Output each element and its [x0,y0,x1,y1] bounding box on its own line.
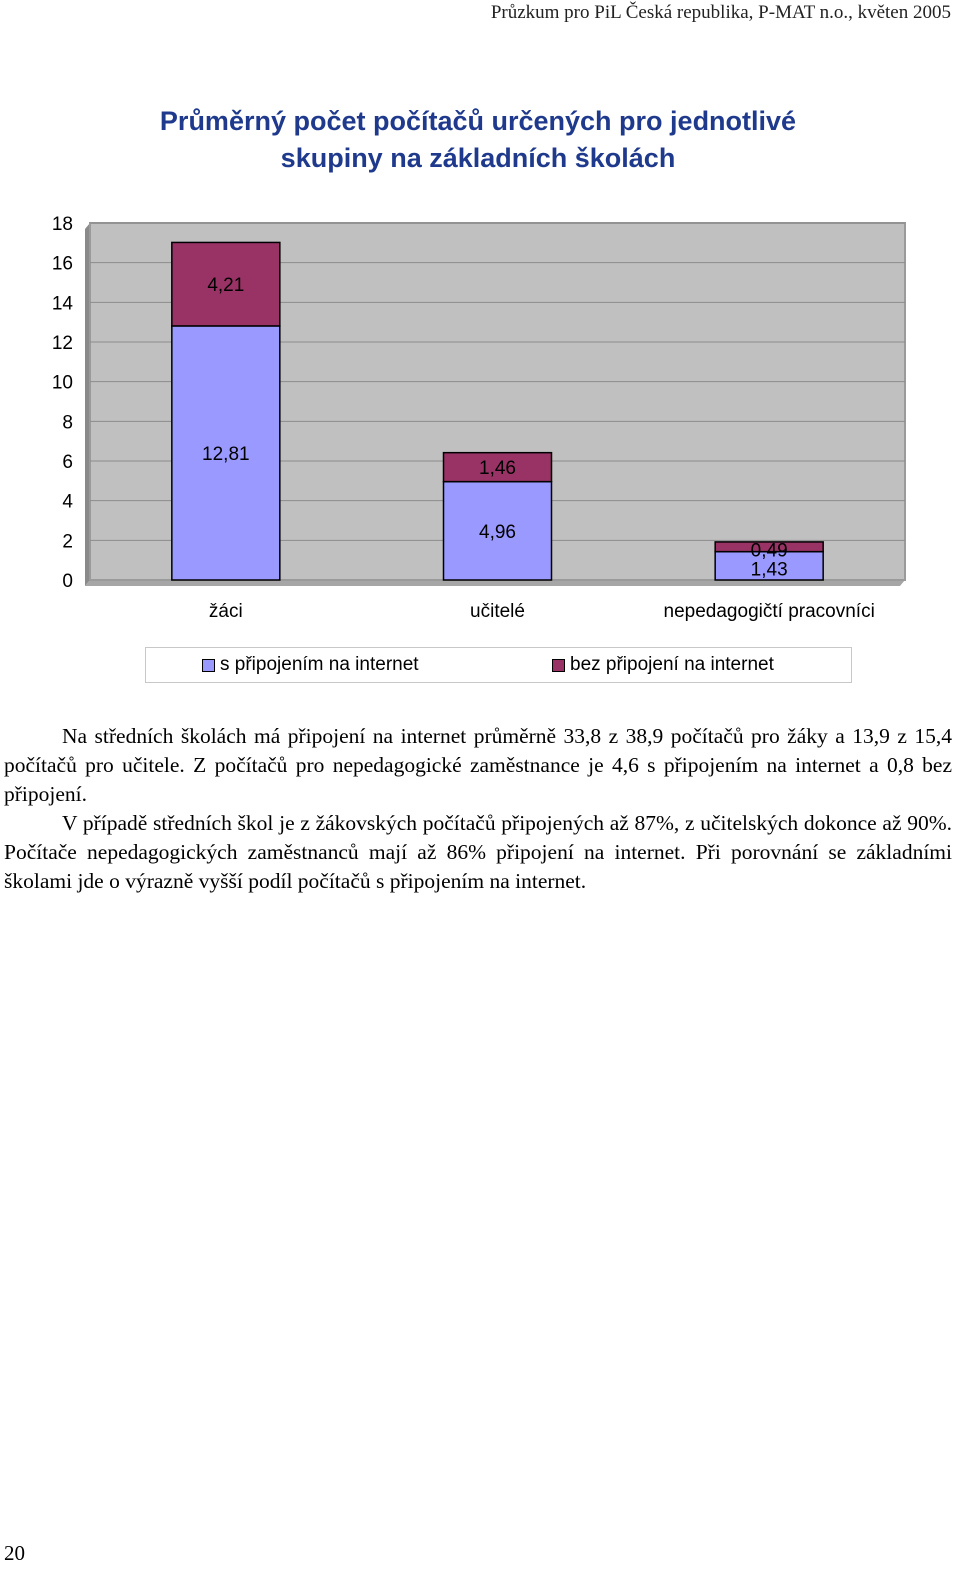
data-label: 4,96 [479,521,516,543]
legend-item-connected [202,654,419,676]
legend-swatch-connected [202,659,215,672]
legend-item-not-connected [552,654,774,676]
data-label: 0,49 [750,540,788,562]
y-tick-label: 14 [51,293,73,315]
y-tick-label: 0 [62,571,73,592]
page-header: Průzkum pro PiL Česká republika, P-MAT n.o., květen 2005 [490,2,951,23]
data-label: 1,46 [479,458,516,480]
page-number: 20 [4,1541,25,1565]
body-text [4,722,952,896]
x-category-label: žáci [208,601,243,622]
legend-label-not-connected: bez připojení na internet [570,654,774,675]
stacked-bar-chart [0,200,960,640]
x-category-label: nepedagogičtí pracovníci [663,601,875,622]
legend-label-connected: s připojením na internet [220,654,419,675]
chart-title [100,103,856,177]
chart-title-line: skupiny na základních školách [280,143,676,173]
y-tick-label: 10 [51,372,73,394]
chart-legend [145,647,852,683]
paragraph: V případě středních škol je z žákovských počítačů připojených až 87%, z učitelských dokonce až 90%. Počítače nepedagogických zaměstnanců mají až 86% připojení na internet. Při porovnání se základními školami jde o výrazně vyšší podíl počítačů s připojením na internet. [4,811,952,893]
y-tick-label: 16 [51,253,73,275]
paragraph: Na středních školách má připojení na internet průměrně 33,8 z 38,9 počítačů pro žáky a 13,9 z 15,4 počítačů pro učitele. Z počítačů pro nepedagogické zaměstnance je 4,6 s připojením na internet a 0,8 bez připojení. [4,724,952,806]
data-label: 4,21 [207,275,245,297]
data-label: 1,43 [750,559,788,581]
y-tick-label: 18 [51,214,73,235]
y-tick-label: 4 [62,491,73,513]
chart-title-line: Průměrný počet počítačů určených pro jednotlivé [159,106,797,136]
data-label: 12,81 [202,443,250,465]
y-tick-label: 12 [51,333,73,354]
legend-swatch-not-connected [552,659,565,672]
y-tick-label: 2 [62,531,73,553]
y-tick-label: 6 [62,452,73,473]
y-tick-label: 8 [62,412,73,434]
x-category-label: učitelé [470,601,525,622]
